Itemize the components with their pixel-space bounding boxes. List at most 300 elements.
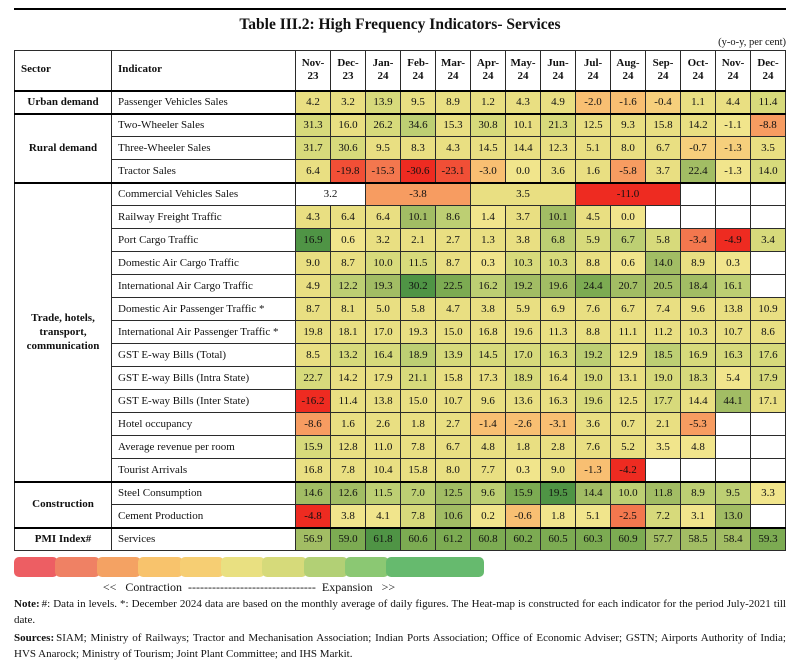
heatmap-cell: 0.0 <box>611 206 646 229</box>
heatmap-cell: 30.8 <box>471 114 506 137</box>
heatmap-cell: 59.3 <box>751 528 786 551</box>
sector-cell: PMI Index# <box>15 528 112 551</box>
heatmap-cell: 30.2 <box>401 275 436 298</box>
heatmap-cell: -3.8 <box>366 183 471 206</box>
legend-swatch <box>221 557 265 577</box>
heatmap-cell: 16.4 <box>541 367 576 390</box>
legend-swatch <box>55 557 99 577</box>
column-header-month: Jan- 24 <box>366 51 401 91</box>
note-body: #: Data in levels. *: December 2024 data are based on the monthly average of daily figures. The Heat-map is constructed for each indicator for the period July-2021 till date. <box>14 598 786 626</box>
heatmap-cell: 3.6 <box>541 160 576 183</box>
heatmap-cell: 9.0 <box>296 252 331 275</box>
column-header-month: Nov- 23 <box>296 51 331 91</box>
heatmap-cell: 19.6 <box>576 390 611 413</box>
heatmap-cell: 9.6 <box>471 390 506 413</box>
heatmap-cell: 10.6 <box>436 505 471 528</box>
heatmap-cell: 8.7 <box>331 252 366 275</box>
heatmap-cell: 4.7 <box>436 298 471 321</box>
heatmap-cell: 2.1 <box>646 413 681 436</box>
heatmap-cell: 3.5 <box>751 137 786 160</box>
heatmap-cell: 0.0 <box>506 160 541 183</box>
legend-swatch <box>138 557 182 577</box>
heatmap-cell: 8.6 <box>436 206 471 229</box>
heatmap-cell: 13.1 <box>611 367 646 390</box>
heatmap-cell <box>751 275 786 298</box>
heatmap-cell: 16.3 <box>716 344 751 367</box>
sector-cell: Trade, hotels, transport, communication <box>15 183 112 482</box>
heatmap-cell: 1.8 <box>506 436 541 459</box>
heatmap-cell: 6.4 <box>366 206 401 229</box>
indicator-cell: GST E-way Bills (Total) <box>112 344 296 367</box>
heatmap-cell: 9.6 <box>471 482 506 505</box>
heatmap-cell: -1.3 <box>716 137 751 160</box>
heatmap-cell: -5.8 <box>611 160 646 183</box>
heatmap-cell: 8.8 <box>576 321 611 344</box>
heatmap-cell: 7.4 <box>646 298 681 321</box>
column-header-month: Apr- 24 <box>471 51 506 91</box>
heatmap-cell: 10.1 <box>401 206 436 229</box>
column-header-month: Jun- 24 <box>541 51 576 91</box>
legend-swatch <box>345 557 389 577</box>
heatmap-cell: 4.2 <box>296 91 331 114</box>
heatmap-cell <box>646 459 681 482</box>
heatmap-cell <box>716 183 751 206</box>
heatmap-cell: 6.7 <box>611 229 646 252</box>
heatmap-cell <box>716 459 751 482</box>
heatmap-cell: 1.8 <box>401 413 436 436</box>
heatmap-cell: 8.6 <box>751 321 786 344</box>
heatmap-cell: 3.5 <box>471 183 576 206</box>
column-header-month: Jul- 24 <box>576 51 611 91</box>
heatmap-cell: 60.5 <box>541 528 576 551</box>
heatmap-cell: 20.5 <box>646 275 681 298</box>
heatmap-cell: 60.8 <box>471 528 506 551</box>
heatmap-cell: 1.6 <box>331 413 366 436</box>
heatmap-cell: 31.3 <box>296 114 331 137</box>
sources-text <box>14 631 786 663</box>
heatmap-cell: 0.3 <box>471 252 506 275</box>
heatmap-cell: 17.7 <box>646 390 681 413</box>
heatmap-cell <box>681 459 716 482</box>
heatmap-cell: -8.6 <box>296 413 331 436</box>
heatmap-cell: -3.4 <box>681 229 716 252</box>
legend-swatch <box>386 557 484 577</box>
heatmap-cell <box>716 436 751 459</box>
heatmap-cell: 9.6 <box>681 298 716 321</box>
heatmap-cell: 15.0 <box>401 390 436 413</box>
heatmap-cell: 18.5 <box>646 344 681 367</box>
heatmap-cell: 18.9 <box>401 344 436 367</box>
heatmap-cell <box>751 183 786 206</box>
heatmap-cell: 2.7 <box>436 413 471 436</box>
heatmap-cell: 10.0 <box>611 482 646 505</box>
heatmap-cell: 7.2 <box>646 505 681 528</box>
heatmap-cell: 2.8 <box>541 436 576 459</box>
indicator-cell: GST E-way Bills (Intra State) <box>112 367 296 390</box>
heatmap-cell: 19.8 <box>296 321 331 344</box>
heatmap-cell: 14.0 <box>646 252 681 275</box>
heatmap-cell: 19.2 <box>576 344 611 367</box>
heatmap-cell <box>751 505 786 528</box>
heatmap-cell: -3.0 <box>471 160 506 183</box>
heatmap-cell: 10.1 <box>506 114 541 137</box>
heatmap-cell: 61.2 <box>436 528 471 551</box>
heatmap-cell: 0.6 <box>611 252 646 275</box>
note-label: Note: <box>14 598 40 610</box>
heatmap-cell: -1.6 <box>611 91 646 114</box>
heatmap-cell: 57.7 <box>646 528 681 551</box>
heatmap-cell: 0.3 <box>716 252 751 275</box>
heatmap-cell: -4.8 <box>296 505 331 528</box>
heatmap-cell: 18.4 <box>681 275 716 298</box>
heatmap-cell: 5.9 <box>576 229 611 252</box>
heatmap-cell: 56.9 <box>296 528 331 551</box>
heatmap-cell: 8.5 <box>296 344 331 367</box>
heatmap-cell: 4.9 <box>541 91 576 114</box>
heatmap-cell: 6.8 <box>541 229 576 252</box>
heatmap-cell: 14.4 <box>506 137 541 160</box>
heatmap-cell: 3.7 <box>506 206 541 229</box>
heatmap-cell <box>716 413 751 436</box>
heatmap-cell: 13.9 <box>366 91 401 114</box>
heatmap-cell: 8.7 <box>436 252 471 275</box>
heatmap-cell: 14.4 <box>576 482 611 505</box>
indicator-cell: Cement Production <box>112 505 296 528</box>
heatmap-cell: 16.3 <box>541 344 576 367</box>
heatmap-cell: -1.4 <box>471 413 506 436</box>
heatmap-cell: -11.0 <box>576 183 681 206</box>
heatmap-cell: 10.3 <box>541 252 576 275</box>
heatmap-cell: 4.4 <box>716 91 751 114</box>
sources-label: Sources: <box>14 631 55 644</box>
indicator-cell: Domestic Air Cargo Traffic <box>112 252 296 275</box>
heatmap-cell: 15.9 <box>296 436 331 459</box>
heatmap-cell: 15.3 <box>436 114 471 137</box>
sector-cell: Construction <box>15 482 112 528</box>
heatmap-cell: 3.7 <box>646 160 681 183</box>
heatmap-cell: -2.5 <box>611 505 646 528</box>
heatmap-cell: 9.5 <box>366 137 401 160</box>
heatmap-cell: 18.3 <box>681 367 716 390</box>
heatmap-cell: 9.5 <box>401 91 436 114</box>
heatmap-cell: 15.8 <box>646 114 681 137</box>
heatmap-cell: 5.8 <box>401 298 436 321</box>
heatmap-cell: 13.8 <box>366 390 401 413</box>
legend-swatch <box>180 557 224 577</box>
legend-caption: << Contraction -------------------------------- Expansion >> <box>102 580 396 594</box>
heatmap-cell: 16.1 <box>716 275 751 298</box>
heatmap-cell: 4.1 <box>366 505 401 528</box>
heatmap-cell: 12.5 <box>611 390 646 413</box>
heatmap-cell: 11.0 <box>366 436 401 459</box>
heatmap-cell: 6.9 <box>541 298 576 321</box>
table-title: Table III.2: High Frequency Indicators- Services <box>239 16 561 33</box>
heatmap-cell: -2.0 <box>576 91 611 114</box>
heatmap-cell: 3.2 <box>331 91 366 114</box>
heatmap-cell: 2.1 <box>401 229 436 252</box>
heatmap-cell: 4.8 <box>471 436 506 459</box>
heatmap-cell: 6.7 <box>436 436 471 459</box>
heatmap-cell: 3.8 <box>506 229 541 252</box>
heatmap-cell: 7.8 <box>401 436 436 459</box>
heatmap-cell: 44.1 <box>716 390 751 413</box>
heatmap-cell: 21.1 <box>401 367 436 390</box>
heatmap-cell: -1.1 <box>716 114 751 137</box>
heatmap-cell: 14.5 <box>471 344 506 367</box>
heatmap-cell: 1.2 <box>471 91 506 114</box>
heatmap-cell: 14.5 <box>471 137 506 160</box>
heatmap-cell: 8.9 <box>436 91 471 114</box>
heatmap-cell: 6.7 <box>611 298 646 321</box>
heatmap-cell: 17.0 <box>506 344 541 367</box>
heatmap-cell: 26.2 <box>366 114 401 137</box>
heatmap-cell: 15.8 <box>436 367 471 390</box>
heatmap-cell: -16.2 <box>296 390 331 413</box>
heatmap-cell: 20.7 <box>611 275 646 298</box>
heatmap-cell: 10.0 <box>366 252 401 275</box>
heatmap-cell: 11.5 <box>366 482 401 505</box>
heatmap-cell: 14.4 <box>681 390 716 413</box>
heatmap-cell: 5.8 <box>646 229 681 252</box>
indicator-cell: Passenger Vehicles Sales <box>112 91 296 114</box>
heatmap-cell: 13.8 <box>716 298 751 321</box>
heatmap-cell: 4.3 <box>436 137 471 160</box>
heatmap-cell: 18.9 <box>506 367 541 390</box>
heatmap-cell: 12.5 <box>436 482 471 505</box>
heatmap-cell: 5.2 <box>611 436 646 459</box>
heatmap-cell: 21.3 <box>541 114 576 137</box>
heatmap-cell: 1.3 <box>471 229 506 252</box>
heatmap-cell: 15.9 <box>506 482 541 505</box>
heatmap-cell: 8.7 <box>296 298 331 321</box>
heatmap-cell: -3.1 <box>541 413 576 436</box>
heatmap-cell: 12.2 <box>331 275 366 298</box>
heatmap-cell: 14.0 <box>751 160 786 183</box>
heatmap-cell: 13.6 <box>506 390 541 413</box>
heatmap-cell <box>681 183 716 206</box>
heatmap-cell: 3.8 <box>331 505 366 528</box>
heatmap-cell: 5.4 <box>716 367 751 390</box>
indicator-cell: Port Cargo Traffic <box>112 229 296 252</box>
heatmap-cell: 19.5 <box>541 482 576 505</box>
indicator-cell: International Air Passenger Traffic * <box>112 321 296 344</box>
heatmap-cell: 8.3 <box>401 137 436 160</box>
heatmap-cell <box>646 206 681 229</box>
top-rule <box>14 8 786 10</box>
heatmap-cell: 16.9 <box>296 229 331 252</box>
legend-swatch <box>304 557 348 577</box>
legend-swatch <box>97 557 141 577</box>
heatmap-cell: 4.5 <box>576 206 611 229</box>
heatmap-cell: 18.1 <box>331 321 366 344</box>
heatmap-cell: 17.6 <box>751 344 786 367</box>
column-header-month: Aug- 24 <box>611 51 646 91</box>
heatmap-cell: 5.9 <box>506 298 541 321</box>
heatmap-cell: 58.5 <box>681 528 716 551</box>
heatmap-cell: -8.8 <box>751 114 786 137</box>
heatmap-cell: 1.4 <box>471 206 506 229</box>
heatmap-cell: 60.3 <box>576 528 611 551</box>
heatmap-cell: 19.3 <box>401 321 436 344</box>
heatmap-cell: 7.7 <box>471 459 506 482</box>
heatmap-cell: 16.2 <box>471 275 506 298</box>
heatmap-cell <box>751 206 786 229</box>
heatmap-cell: 17.9 <box>751 367 786 390</box>
heatmap-cell: -4.9 <box>716 229 751 252</box>
heatmap-cell: -19.8 <box>331 160 366 183</box>
heatmap-cell: 59.0 <box>331 528 366 551</box>
heatmap-cell: 0.2 <box>471 505 506 528</box>
heatmap-cell: 9.0 <box>541 459 576 482</box>
column-header-month: May- 24 <box>506 51 541 91</box>
heatmap-cell: 3.3 <box>751 482 786 505</box>
heatmap-cell: 9.3 <box>611 114 646 137</box>
indicator-cell: Steel Consumption <box>112 482 296 505</box>
heatmap-cell: -1.3 <box>716 160 751 183</box>
legend-color-bar <box>14 557 484 577</box>
sector-cell: Rural demand <box>15 114 112 183</box>
column-header-month: Mar- 24 <box>436 51 471 91</box>
heatmap-cell: -4.2 <box>611 459 646 482</box>
heatmap-cell: 6.7 <box>646 137 681 160</box>
heatmap-cell: 3.6 <box>576 413 611 436</box>
heatmap-cell: 14.2 <box>681 114 716 137</box>
heatmap-cell: 60.9 <box>611 528 646 551</box>
heatmap-cell: 5.1 <box>576 505 611 528</box>
heatmap-cell: -0.7 <box>681 137 716 160</box>
heatmap-cell <box>681 206 716 229</box>
heatmap-cell: 0.7 <box>611 413 646 436</box>
heatmap-cell: 9.5 <box>716 482 751 505</box>
unit-label: (y-o-y, per cent) <box>718 37 786 48</box>
heatmap-cell: 10.7 <box>436 390 471 413</box>
heatmap-cell: 30.6 <box>331 137 366 160</box>
heatmap-cell: 8.0 <box>436 459 471 482</box>
heatmap-cell: -5.3 <box>681 413 716 436</box>
column-header-month: Dec- 23 <box>331 51 366 91</box>
heatmap-cell: 13.0 <box>716 505 751 528</box>
heatmap-cell: 60.2 <box>506 528 541 551</box>
heatmap-cell: 10.1 <box>541 206 576 229</box>
heatmap-cell: 24.4 <box>576 275 611 298</box>
heatmap-cell: 11.5 <box>401 252 436 275</box>
heatmap-cell: 1.6 <box>576 160 611 183</box>
column-header-sector: Sector <box>15 51 112 91</box>
heatmap-cell: 8.1 <box>331 298 366 321</box>
heatmap-cell: 17.3 <box>471 367 506 390</box>
heatmap-cell: 14.6 <box>296 482 331 505</box>
heatmap-cell: 8.8 <box>576 252 611 275</box>
indicator-cell: Commercial Vehicles Sales <box>112 183 296 206</box>
heatmap-cell: 12.3 <box>541 137 576 160</box>
indicator-cell: Three-Wheeler Sales <box>112 137 296 160</box>
heatmap-cell: 2.7 <box>436 229 471 252</box>
heatmap-cell: 16.4 <box>366 344 401 367</box>
heatmap-cell: 0.3 <box>506 459 541 482</box>
heatmap-cell: -15.3 <box>366 160 401 183</box>
heatmap-cell: 1.8 <box>541 505 576 528</box>
indicator-cell: Services <box>112 528 296 551</box>
heatmap-cell: 16.0 <box>331 114 366 137</box>
heatmap-cell: 11.4 <box>331 390 366 413</box>
heatmap-cell: 16.9 <box>681 344 716 367</box>
heatmap-cell: 12.9 <box>611 344 646 367</box>
heatmap-cell: 31.7 <box>296 137 331 160</box>
sources-body: SIAM; Ministry of Railways; Tractor and Mechanisation Association; Indian Ports Association; Office of Economic Adviser; GSTN; Airports Authority of India; HVS Anarock; Ministry of Tourism; Joint Plant Committee; and IHS Markit. <box>14 631 786 660</box>
heatmap-cell: 0.6 <box>331 229 366 252</box>
heatmap-cell: 16.8 <box>471 321 506 344</box>
heatmap-cell <box>716 206 751 229</box>
heatmap-cell: 5.1 <box>576 137 611 160</box>
indicator-cell: GST E-way Bills (Inter State) <box>112 390 296 413</box>
heatmap-cell: 11.1 <box>611 321 646 344</box>
heatmap-cell: 16.3 <box>541 390 576 413</box>
indicator-cell: International Air Cargo Traffic <box>112 275 296 298</box>
heatmap-cell: 3.8 <box>471 298 506 321</box>
heatmap-cell: 60.6 <box>401 528 436 551</box>
heatmap-cell: 1.1 <box>681 91 716 114</box>
heatmap-cell: -1.3 <box>576 459 611 482</box>
heatmap-cell: 8.9 <box>681 482 716 505</box>
indicator-cell: Hotel occupancy <box>112 413 296 436</box>
column-header-month: Dec- 24 <box>751 51 786 91</box>
heatmap-cell: -2.6 <box>506 413 541 436</box>
indicator-cell: Tourist Arrivals <box>112 459 296 482</box>
heatmap-cell: 10.3 <box>506 252 541 275</box>
heatmap-cell: 13.2 <box>331 344 366 367</box>
heatmap-cell: 3.2 <box>366 229 401 252</box>
heatmap-cell: 11.3 <box>541 321 576 344</box>
sector-cell: Urban demand <box>15 91 112 114</box>
heatmap-cell: 17.0 <box>366 321 401 344</box>
heatmap-cell: 15.8 <box>401 459 436 482</box>
indicator-cell: Domestic Air Passenger Traffic * <box>112 298 296 321</box>
indicators-heatmap-table <box>14 50 786 551</box>
heatmap-cell: 11.8 <box>646 482 681 505</box>
heatmap-cell: -0.6 <box>506 505 541 528</box>
heatmap-cell: 7.6 <box>576 298 611 321</box>
heatmap-cell: 10.9 <box>751 298 786 321</box>
heatmap-cell: 7.6 <box>576 436 611 459</box>
indicator-cell: Average revenue per room <box>112 436 296 459</box>
heatmap-cell: 7.8 <box>401 505 436 528</box>
indicator-cell: Tractor Sales <box>112 160 296 183</box>
heatmap-cell: 2.6 <box>366 413 401 436</box>
heatmap-cell: 4.9 <box>296 275 331 298</box>
heatmap-cell: 6.4 <box>331 206 366 229</box>
heatmap-cell: 3.4 <box>751 229 786 252</box>
column-header-month: Nov- 24 <box>716 51 751 91</box>
heatmap-cell: 10.3 <box>681 321 716 344</box>
heatmap-cell: 8.0 <box>611 137 646 160</box>
heatmap-cell <box>751 252 786 275</box>
heatmap-cell: 19.6 <box>541 275 576 298</box>
column-header-indicator: Indicator <box>112 51 296 91</box>
heatmap-cell: 13.9 <box>436 344 471 367</box>
heatmap-cell: 3.1 <box>681 505 716 528</box>
heatmap-cell: 10.4 <box>366 459 401 482</box>
heatmap-cell: 14.2 <box>331 367 366 390</box>
heatmap-cell: 11.2 <box>646 321 681 344</box>
heatmap-cell: 10.7 <box>716 321 751 344</box>
heatmap-cell: 19.0 <box>646 367 681 390</box>
heatmap-cell: 15.0 <box>436 321 471 344</box>
column-header-month: Feb- 24 <box>401 51 436 91</box>
heatmap-cell: 12.6 <box>331 482 366 505</box>
heatmap-cell: 22.5 <box>436 275 471 298</box>
indicator-cell: Railway Freight Traffic <box>112 206 296 229</box>
heatmap-cell: 4.3 <box>296 206 331 229</box>
